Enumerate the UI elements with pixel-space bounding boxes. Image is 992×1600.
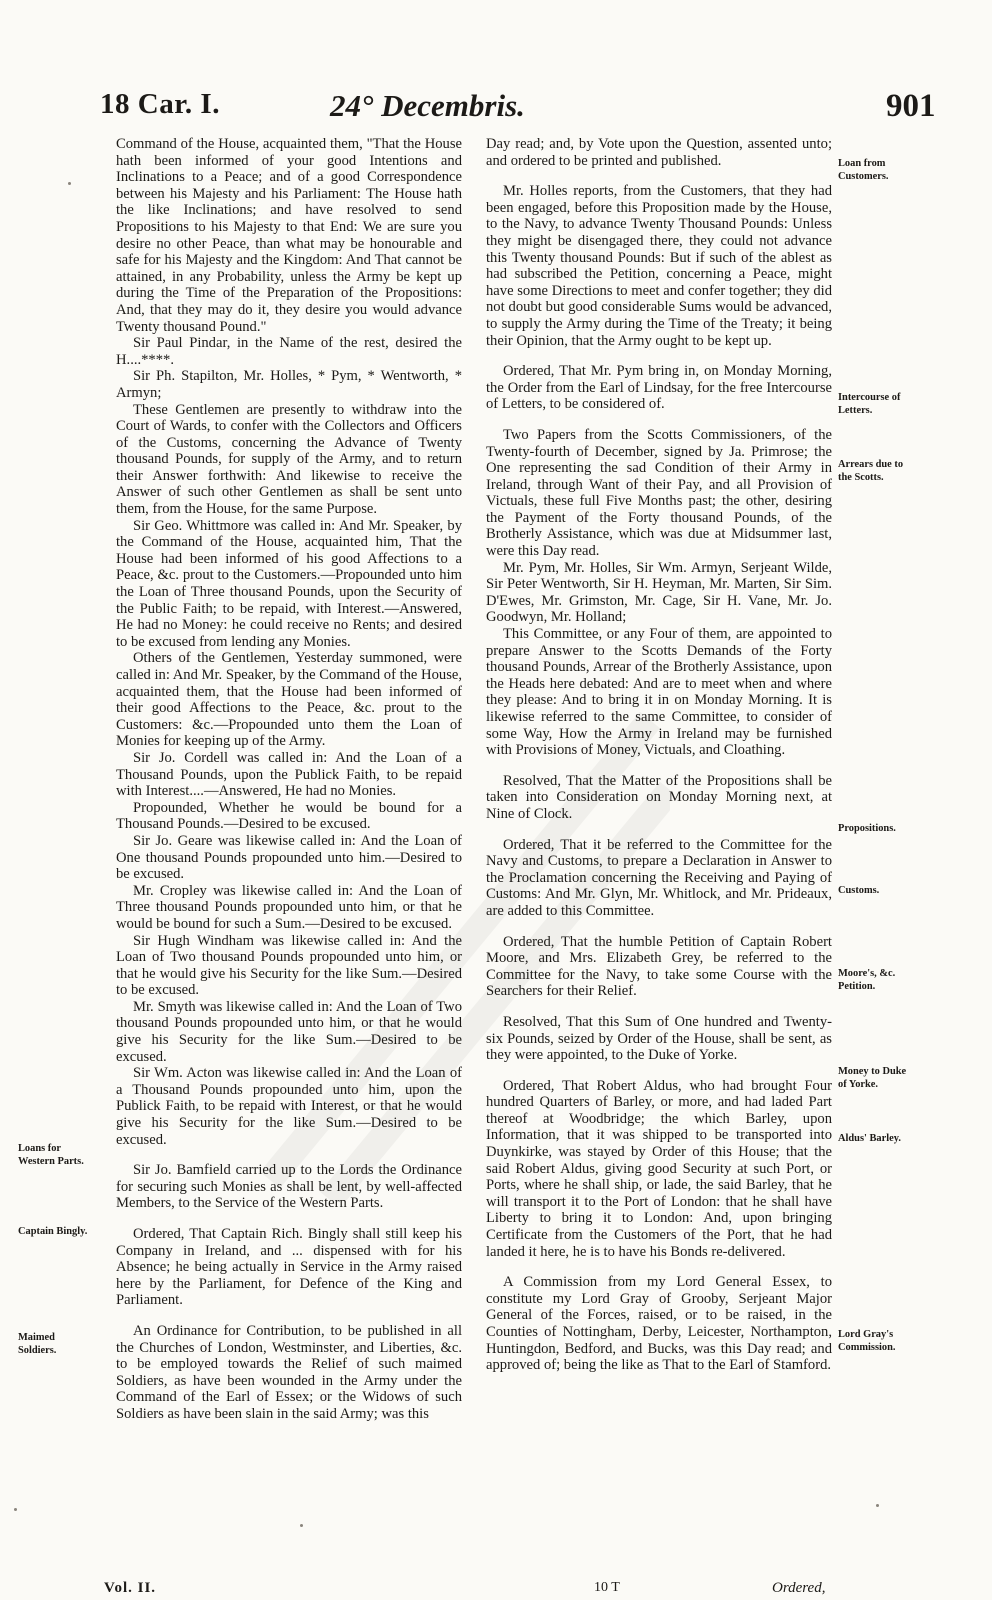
paragraph: Sir Paul Pindar, in the Name of the rest, desired the H....****.	[116, 335, 462, 368]
paper-speck	[68, 182, 71, 185]
paragraph: Day read; and, by Vote upon the Question, assented unto; and ordered to be printed and published.	[486, 136, 832, 169]
paragraph: Sir Geo. Whittmore was called in: And Mr. Speaker, by the Command of the House, acquainted him, That the House had been informed of his good Affections to a Peace, &c. prout to the Customers.—Propounded unto him the Loan of Three thousand Pounds, upon the Security of the Public Faith; to be repaid, with Interest.—Answered, He had no Money: he could receive no Rents; and desired to be excused from lending any Monies.	[116, 517, 462, 650]
signature-mark: 10 T	[594, 1580, 620, 1595]
page-number: 901	[886, 88, 936, 124]
paragraph: Sir Wm. Acton was likewise called in: And the Loan of a Thousand Pounds propounded unto him, upon the Publick Faith, to be repaid with Interest, or that he would give his Security for the like Sum.—Desired to be excused.	[116, 1065, 462, 1148]
paragraph: Command of the House, acquainted them, "That the House hath been informed of your good Intentions and Inclinations to a Peace; and of a good Correspondence between his Majesty and his Parliament: The House hath the like Inclinations; and have resolved to send Propositions to his Majesty to that End: We are sure you desire no other Peace, than what may be honourable and safe for his Majesty and the Kingdom: And That cannot be attained, in any Probability, unless the Army be kept up during the Time of the Preparation of the Propositions: And, that they may do it, they desire you would advance Twenty thousand Pound."	[116, 136, 462, 335]
paragraph: Sir Jo. Cordell was called in: And the Loan of a Thousand Pounds, upon the Publick Faith, to be repaid with Interest....—Answered, He had no Monies.	[116, 749, 462, 800]
paragraph: Ordered, That the humble Petition of Captain Robert Moore, and Mrs. Elizabeth Grey, be referred to the Committee for the Navy, to take some Course with the Searchers for their Relief.	[486, 933, 832, 1000]
margin-note: Money to Duke of Yorke.	[838, 1066, 907, 1090]
paragraph: Resolved, That this Sum of One hundred and Twenty-six Pounds, seized by Order of the House, shall be sent, as they were appointed, to the Duke of Yorke.	[486, 1013, 832, 1064]
margin-note: Customs.	[838, 885, 880, 896]
watermark-graphic	[250, 700, 670, 1200]
margin-note: Maimed Soldiers.	[18, 1332, 57, 1356]
paragraph: Sir Jo. Bamfield carried up to the Lords the Ordinance for securing such Monies as shall be lent, by well-affected Members, to the Service of the Western Parts.	[116, 1162, 462, 1212]
paper-speck	[876, 1504, 879, 1507]
paragraph: An Ordinance for Contribution, to be published in all the Churches of London, Westminster, and Liberties, &c. to be employed towards the Relief of such maimed Soldiers, as have been wounded in the Army under the Command of the Earl of Essex; or the Widows of such Soldiers as have been slain in the said Army; was this	[116, 1322, 462, 1422]
paragraph: Ordered, That Captain Rich. Bingly shall still keep his Company in Ireland, and ... dispensed with for his Absence; he being actually in Service in the Army raised here by the Parliament, for Defence of the King and Parliament.	[116, 1226, 462, 1309]
margin-note: Intercourse of Letters.	[838, 392, 901, 416]
margin-note: Arrears due to the Scotts.	[838, 459, 904, 483]
paragraph: Two Papers from the Scotts Commissioners, of the Twenty-fourth of December, signed by Ja. Primrose; the One representing the sad Condition of their Army in Ireland, through Want of their Pay, and all Provision of Victuals, these full Five Months past; the other, desiring the Payment of the Forty thousand Pounds, of the Brotherly Assistance, which was due at Midsummer last, were this Day read.	[486, 426, 832, 560]
paper-speck	[300, 1524, 303, 1527]
paragraph: Propounded, Whether he would be bound for a Thousand Pounds.—Desired to be excused.	[116, 799, 462, 833]
margin-note: Captain Bingly.	[18, 1226, 88, 1237]
paragraph: Others of the Gentlemen, Yesterday summoned, were called in: And Mr. Speaker, by the Command of the House, acquainted them, that the House had been informed of their good Affections to the Peace, &c. prout to the Customers: &c.—Propounded unto them the Loan of Monies for keeping up of the Army.	[116, 650, 462, 750]
margin-note: Moore's, &c. Petition.	[838, 968, 896, 992]
paragraph: These Gentlemen are presently to withdraw into the Court of Wards, to confer with the Collectors and Officers of the Customs, concerning the Advance of Twenty thousand Pounds, for supply of the Army, and to return their Answer forthwith: And likewise to receive the Answer of such other Gentlemen as shall be sent unto them, from the House, for the same Purpose.	[116, 401, 462, 518]
paragraph: Sir Hugh Windham was likewise called in: And the Loan of Two thousand Pounds propounded unto him, or that he would give his Security for the like Sum.—Desired to be excused.	[116, 932, 462, 999]
paragraph: Ordered, That it be referred to the Committee for the Navy and Customs, to prepare a Declaration in Answer to the Proclamation concerning the Receiving and Paying of Customs: And Mr. Glyn, Mr. Whitlock, and Mr. Prideaux, are added to this Committee.	[486, 836, 832, 919]
volume-label: Vol. II.	[104, 1580, 157, 1596]
paragraph: Mr. Pym, Mr. Holles, Sir Wm. Armyn, Serjeant Wilde, Sir Peter Wentworth, Sir H. Heyman, Mr. Marten, Sir Sim. D'Ewes, Mr. Grimston, Mr. Cage, Sir H. Vane, Mr. Jo. Goodwyn, Mr. Holland;	[486, 559, 832, 626]
paragraph: Mr. Smyth was likewise called in: And the Loan of Two thousand Pounds propounded unto him, or that he would give his Security for the like Sum.—Desired to be excused.	[116, 998, 462, 1065]
catchword: Ordered,	[772, 1580, 826, 1596]
paragraph: Ordered, That Mr. Pym bring in, on Monday Morning, the Order from the Earl of Lindsay, for the free Intercourse of Letters, to be considered of.	[486, 363, 832, 413]
margin-note: Lord Gray's Commission.	[838, 1329, 896, 1353]
page-header	[0, 86, 992, 130]
margin-note: Propositions.	[838, 823, 896, 834]
paragraph: Mr. Holles reports, from the Customers, that they had been engaged, before this Proposition made by the House, to the Navy, to advance Twenty Thousand Pounds: Unless they might be disengaged there, they could not advance this Twenty thousand Pounds: But if such of the ablest as had subscribed the Petition, concerning a Peace, might have some Directions to meet and confer together; they did not doubt but good considerable Sums would be advanced, to supply the Army during the Time of the Treaty; it being their Opinion, that the Army ought to be kept up.	[486, 183, 832, 349]
paragraph: Sir Jo. Geare was likewise called in: And the Loan of One thousand Pounds propounded unto him.—Desired to be excused.	[116, 832, 462, 883]
paragraph: This Committee, or any Four of them, are appointed to prepare Answer to the Scotts Demands of the Forty thousand Pounds, Arrear of the Brotherly Assistance, upon the Heads here debated: And are to meet when and where they please: And to bring it in on Monday Morning. It is likewise referred to the same Committee, to consider of some Way, How the Army in Ireland may be furnished with Provisions of Money, Victuals, and Cloathing.	[486, 626, 832, 759]
paragraph: A Commission from my Lord General Essex, to constitute my Lord Gray of Grooby, Serjeant Major General of the Forces, raised, or to be raised, in the Counties of Nottingham, Derby, Leicester, Northampton, Huntingdon, Bedford, and Bucks, was this Day read; and approved of; being the like as That to the Earl of Stamford.	[486, 1274, 832, 1374]
paragraph: Mr. Cropley was likewise called in: And the Loan of Three thousand Pounds propounded unto him, or that he would be bound for such a Sum.—Desired to be excused.	[116, 882, 462, 932]
margin-note: Loan from Customers.	[838, 158, 889, 182]
paragraph: Sir Ph. Stapilton, Mr. Holles, * Pym, * Wentworth, * Armyn;	[116, 368, 462, 401]
page-date: 24° Decembris.	[330, 88, 525, 123]
paragraph: Ordered, That Robert Aldus, who had brought Four hundred Quarters of Barley, or more, and had laded Part thereof at Woodbridge; the which Barley, upon Information, that it was shipped to be transported into Duynkirke, was stayed by Order of this House; that the said Robert Aldus, giving good Security at such Port, or Ports, where he shall ship, or lade, the said Barley, that he will transport it to the Port of London: that he shall have Liberty to bring it to London: And, upon bringing Certificate from the Customers of the Port, that he had landed it here, he is to have his Bonds re-delivered.	[486, 1077, 832, 1260]
paper-speck	[14, 1508, 17, 1511]
margin-note: Loans for Western Parts.	[18, 1143, 84, 1167]
regnal-year: 18 Car. I.	[100, 88, 220, 120]
paragraph: Resolved, That the Matter of the Propositions shall be taken into Consideration on Monday Morning next, at Nine of Clock.	[486, 772, 832, 822]
margin-note: Aldus' Barley.	[838, 1133, 901, 1144]
